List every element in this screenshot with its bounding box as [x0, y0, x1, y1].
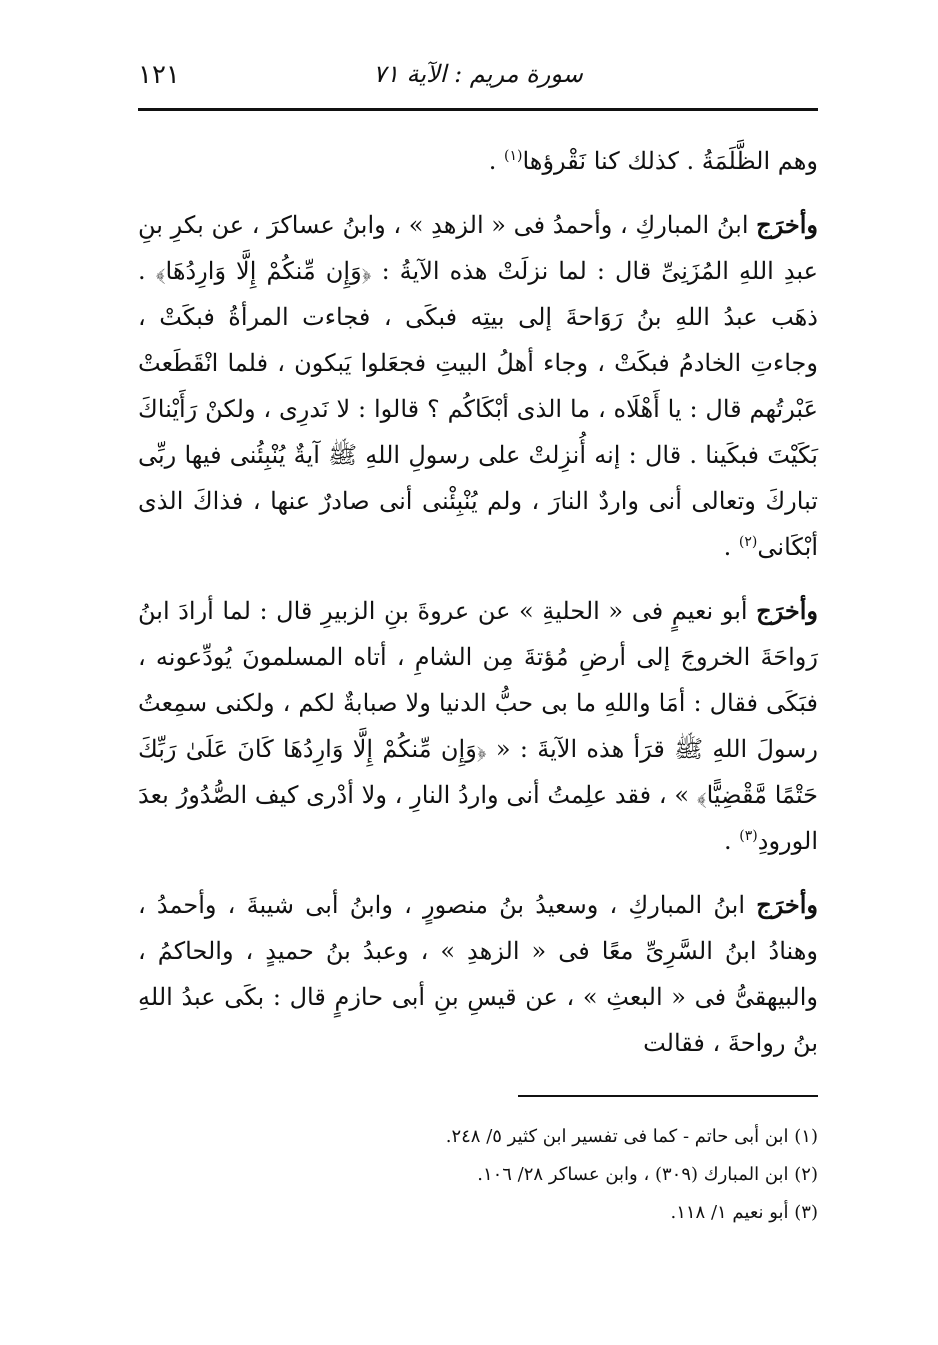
footnotes: [138, 1118, 818, 1232]
footnote-ref: (١): [504, 148, 523, 164]
paragraph-lead: وأخرَج: [756, 596, 818, 625]
footnote-ref: (٣): [739, 828, 758, 844]
paragraph: [138, 882, 818, 1066]
paragraph: [138, 588, 818, 864]
paragraph-lead: وأخرَج: [756, 890, 819, 919]
running-title: سورة مريم : الآية ٧١: [373, 60, 583, 88]
paragraph-text: وهم الظَّلَمَةُ . كذلك كنا نَقْرؤها: [522, 147, 818, 175]
paragraph-lead: وأخرَج: [756, 210, 818, 239]
page-header: [138, 58, 818, 102]
footnote: (٢) ابن المبارك (٣٠٩) ، وابن عساكر ٢٨/ ١٠٦.: [477, 1164, 818, 1185]
body-text: [138, 138, 818, 1084]
header-rule: [138, 108, 818, 111]
footnote: (١) ابن أبى حاتم - كما فى تفسير ابن كثير ٥/ ٢٤٨.: [445, 1126, 818, 1147]
footnote: (٣) أبو نعيم ١/ ١١٨.: [670, 1202, 818, 1223]
footnote-ref: (٢): [738, 534, 758, 550]
paragraph: [138, 138, 818, 184]
paragraph-text: ابنُ المباركِ ، وسعيدُ بنُ منصورٍ ، وابنُ أبى شيبةَ ، وأحمدُ ، وهنادُ ابنُ السَّرِىِّ معًا فى « الزهدِ » ، وعبدُ بنُ حميدٍ ، والحاكمُ ، والبيهقىُّ فى « البعثِ » ، عن قيسِ بنِ أبى حازمٍ قال : بكَى عبدُ اللهِ بنُ رواحةَ ، فقالت: [138, 891, 818, 1057]
paragraph: [138, 202, 818, 570]
paragraph-tail: .: [723, 533, 739, 561]
page-number: ١٢١: [138, 60, 180, 90]
paragraph-tail: .: [724, 827, 740, 855]
paragraph-tail: .: [488, 147, 505, 175]
paragraph-text: ابنُ المباركِ ، وأحمدُ فى « الزهدِ » ، وابنُ عساكرَ ، عن بكرِ بنِ عبدِ اللهِ المُزَنِىِّ قال : لما نزلَتْ هذه الآيةُ : ﴿وَإِن مِّنكُمْ إِلَّا وَارِدُهَا﴾ . ذهَب عبدُ اللهِ بنُ رَوَاحةَ إلى بيتِه فبكَى ، فجاءت المرأةُ فبكَتْ ، وجاءتِ الخادمُ فبكَتْ ، وجاء أهلُ البيتِ فجعَلوا يَبكون ، فلما انْقَطَعتْ عَبْرتُهم قال : يا أَهْلَاه ، ما الذى أبْكَاكُم ؟ قالوا : لا نَدرِى ، ولكنْ رَأَيْناكَ بَكَيْتَ فبكَينا . قال : إنه أُنزِلتْ على رسولِ اللهِ ﷺ آيةٌ يُنْبِئُنى فيها ربِّى تباركَ وتعالى أنى واردٌ النارَ ، ولم يُنْبِئْنى أنى صادرٌ عنها ، فذاكَ الذى أبْكَانى: [138, 211, 818, 561]
paragraph-text: أبو نعيمٍ فى « الحليةِ » عن عروةَ بنِ الزبيرِ قال : لما أرادَ ابنُ رَواحَةَ الخروجَ إلى أرضِ مُؤتةَ مِن الشامِ ، أتاه المسلمونَ يُودِّعونه ، فبَكَى فقال : أمَا واللهِ ما بى حبُّ الدنيا ولا صبابةٌ لكم ، ولكنى سمِعتُ رسولَ اللهِ ﷺ قرَأ هذه الآيةَ : « ﴿وَإِن مِّنكُمْ إِلَّا وَارِدُهَا كَانَ عَلَىٰ رَبِّكَ حَتْمًا مَّقْضِيًّا﴾ » ، فقد علِمتُ أنى واردُ النارِ ، ولا أدْرى كيف الصُّدُورُ بعدَ الورودِ: [138, 597, 818, 855]
footnote-rule: [518, 1095, 818, 1097]
